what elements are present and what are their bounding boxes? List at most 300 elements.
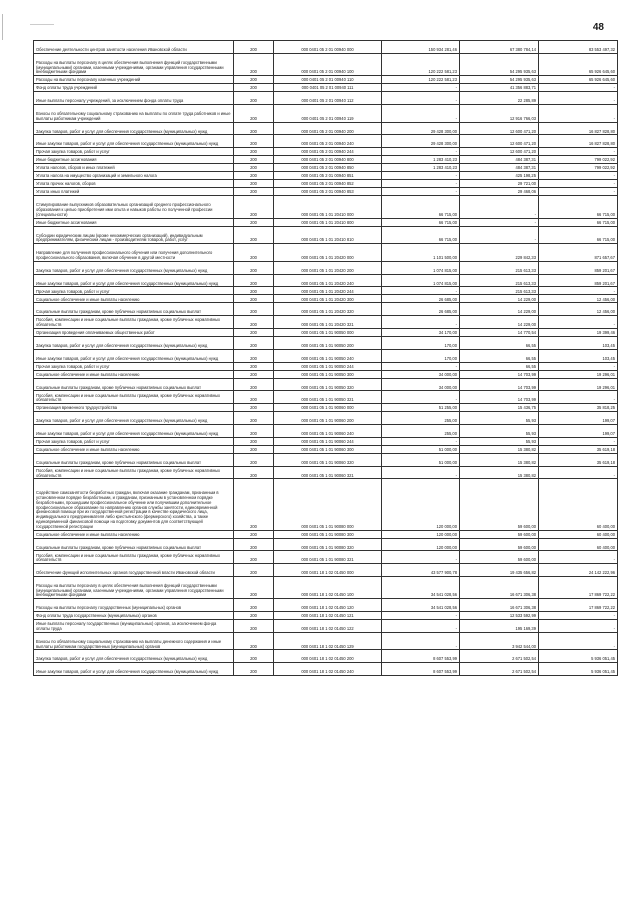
unexecuted-amount-cell: 66 715,00: [539, 196, 618, 218]
table-row: [34, 412, 618, 425]
scan-mark: [30, 24, 54, 25]
grbs-code-cell: 200: [234, 295, 274, 303]
unexecuted-amount-cell: -: [539, 92, 618, 105]
table-row: [34, 632, 618, 650]
unexecuted-amount-cell: 103,45: [539, 349, 618, 362]
budget-code-cell: 000 0401 05 1 01 90050 200: [274, 336, 382, 349]
grbs-code-cell: 200: [234, 180, 274, 188]
executed-amount-cell: 14 703,99: [460, 370, 539, 378]
executed-amount-cell: 19 435 656,82: [460, 564, 539, 577]
executed-amount-cell: 12 600 471,20: [460, 135, 539, 148]
expense-name-cell: Организация проведения оплачиваемых общественных работ: [34, 328, 234, 336]
executed-amount-cell: 12 916 766,03: [460, 104, 539, 122]
executed-amount-cell: 484 387,31: [460, 156, 539, 164]
table-row: [34, 53, 618, 75]
executed-amount-cell: 55,93: [460, 437, 539, 445]
approved-amount-cell: 1 283 410,23: [382, 164, 460, 172]
grbs-code-cell: 200: [234, 328, 274, 336]
budget-code-cell: 000 0401 05 2 01 00940 200: [274, 122, 382, 135]
expense-name-cell: Уплата иных платежей: [34, 188, 234, 196]
budget-code-cell: 000 0401 05 2 01 00940 851: [274, 172, 382, 180]
expense-name-cell: Стимулирование выпускников образовательных организаций среднего профессионального образования к целью приобретения ими опыта и навыков работы по полученной профессии (специальности): [34, 196, 234, 218]
grbs-code-cell: 200: [234, 479, 274, 530]
grbs-code-cell: 200: [234, 538, 274, 551]
expense-name-cell: Социальное обеспечение и иные выплаты населению: [34, 295, 234, 303]
budget-code-cell: 000 0401 18 1 02 01450 240: [274, 663, 382, 676]
grbs-code-cell: 200: [234, 261, 274, 274]
grbs-code-cell: 200: [234, 41, 274, 54]
expense-name-cell: Взносы по обязательному социальному страхованию на выплаты по оплате труда работников и иные выплаты работникам учреждений: [34, 104, 234, 122]
table-row: [34, 104, 618, 122]
executed-amount-cell: 59 600,00: [460, 479, 539, 530]
unexecuted-amount-cell: -: [539, 148, 618, 156]
executed-amount-cell: 215 613,33: [460, 287, 539, 295]
approved-amount-cell: 120 000,00: [382, 538, 460, 551]
approved-amount-cell: -: [382, 437, 460, 445]
grbs-code-cell: 200: [234, 424, 274, 437]
grbs-code-cell: 200: [234, 576, 274, 598]
grbs-code-cell: 200: [234, 287, 274, 295]
unexecuted-amount-cell: 19 296,01: [539, 378, 618, 391]
budget-code-cell: 000 0401 05 1 01 20410 810: [274, 226, 382, 244]
executed-amount-cell: 15 436,75: [460, 404, 539, 412]
budget-code-cell: 000 0401 05 1 01 20420 321: [274, 316, 382, 329]
table-row: [34, 41, 618, 54]
budget-code-cell: 000 0401 05 2 01 00940 853: [274, 188, 382, 196]
expense-name-cell: Пособия, компенсации и иные социальные выплаты гражданам, кроме публичных нормативных обязательств: [34, 466, 234, 479]
approved-amount-cell: 1 283 410,23: [382, 156, 460, 164]
unexecuted-amount-cell: 871 657,67: [539, 244, 618, 262]
table-row: [34, 295, 618, 303]
grbs-code-cell: 200: [234, 599, 274, 612]
budget-code-cell: 000 0401 05 1 01 90080 320: [274, 538, 382, 551]
expense-name-cell: Закупка товаров, работ и услуг для обеспечения государственных (муниципальных) нужд: [34, 650, 234, 663]
expense-name-cell: Прочая закупка товаров, работ и услуг: [34, 362, 234, 370]
executed-amount-cell: 66,55: [460, 362, 539, 370]
grbs-code-cell: 200: [234, 453, 274, 466]
unexecuted-amount-cell: 5 936 051,45: [539, 663, 618, 676]
unexecuted-amount-cell: 17 869 722,22: [539, 599, 618, 612]
grbs-code-cell: 200: [234, 632, 274, 650]
approved-amount-cell: 170,00: [382, 349, 460, 362]
executed-amount-cell: 29 468,06: [460, 188, 539, 196]
executed-amount-cell: 54 295 935,63: [460, 53, 539, 75]
grbs-code-cell: 200: [234, 530, 274, 538]
budget-code-cell: 000 0401 05 1 01 90060 320: [274, 453, 382, 466]
expense-name-cell: Пособия, компенсации и иные социальные выплаты гражданам, кроме публичных нормативных обязательств: [34, 391, 234, 404]
unexecuted-amount-cell: -: [539, 437, 618, 445]
approved-amount-cell: -: [382, 362, 460, 370]
table-row: [34, 172, 618, 180]
budget-code-cell: 000 0401 05 1 01 20410 000: [274, 196, 382, 218]
table-row: [34, 274, 618, 287]
approved-amount-cell: 26 685,00: [382, 303, 460, 316]
budget-code-cell: 000 0401 05 1 01 90060 321: [274, 466, 382, 479]
approved-amount-cell: 120 000,00: [382, 479, 460, 530]
table-row: [34, 466, 618, 479]
executed-amount-cell: 66,55: [460, 336, 539, 349]
expense-name-cell: Социальные выплаты гражданам, кроме публичных нормативных социальных выплат: [34, 303, 234, 316]
unexecuted-amount-cell: -: [539, 620, 618, 633]
budget-code-cell: 000 0401 05 1 01 90060 200: [274, 412, 382, 425]
expense-name-cell: Иные закупки товаров, работ и услуг для обеспечения государственных (муниципальных) нужд: [34, 274, 234, 287]
budget-code-cell: 000 0401 18 1 02 01450 100: [274, 576, 382, 598]
grbs-code-cell: 200: [234, 92, 274, 105]
expense-name-cell: Взносы по обязательному социальному страхованию на выплаты денежного содержания и иные выплаты работникам государственных (муниципальных) органов: [34, 632, 234, 650]
budget-code-cell: 000 0401 18 1 02 01450 129: [274, 632, 382, 650]
executed-amount-cell: 55,93: [460, 424, 539, 437]
budget-code-cell: 000 0401 05 2 01 00940 240: [274, 135, 382, 148]
expense-name-cell: Иные закупки товаров, работ и услуг для обеспечения государственных (муниципальных) нужд: [34, 349, 234, 362]
unexecuted-amount-cell: 17 869 722,22: [539, 576, 618, 598]
budget-code-cell: 000 0401 05 1 01 20410 800: [274, 218, 382, 226]
approved-amount-cell: 51 255,00: [382, 404, 460, 412]
approved-amount-cell: -: [382, 180, 460, 188]
approved-amount-cell: 1 101 500,00: [382, 244, 460, 262]
grbs-code-cell: 200: [234, 104, 274, 122]
expense-name-cell: Расходы на выплаты персоналу в целях обеспечения выполнения функций государственными (муниципальными) органами, казенными учреждениями, органами управления государственными внебюджетными фондами: [34, 53, 234, 75]
budget-code-cell: 000 0401 05 1 01 90060 300: [274, 445, 382, 453]
executed-amount-cell: 55,93: [460, 412, 539, 425]
grbs-code-cell: 200: [234, 437, 274, 445]
table-row: [34, 370, 618, 378]
table-row: [34, 576, 618, 598]
unexecuted-amount-cell: 65 926 645,60: [539, 76, 618, 84]
approved-amount-cell: -: [382, 466, 460, 479]
unexecuted-amount-cell: 60 400,00: [539, 530, 618, 538]
budget-code-cell: 000 0401 05 1 01 20420 320: [274, 303, 382, 316]
grbs-code-cell: 200: [234, 370, 274, 378]
unexecuted-amount-cell: -: [539, 316, 618, 329]
table-row: [34, 599, 618, 612]
unexecuted-amount-cell: 66 715,00: [539, 218, 618, 226]
approved-amount-cell: 120 000,00: [382, 530, 460, 538]
executed-amount-cell: 2 671 502,54: [460, 650, 539, 663]
grbs-code-cell: 200: [234, 218, 274, 226]
executed-amount-cell: 29 721,00: [460, 180, 539, 188]
executed-amount-cell: 22 285,89: [460, 92, 539, 105]
executed-amount-cell: 14 229,00: [460, 295, 539, 303]
approved-amount-cell: 170,00: [382, 336, 460, 349]
executed-amount-cell: 2 671 502,54: [460, 663, 539, 676]
unexecuted-amount-cell: 12 456,00: [539, 303, 618, 316]
executed-amount-cell: 425 198,25: [460, 172, 539, 180]
table-row: [34, 391, 618, 404]
executed-amount-cell: 67 380 784,14: [460, 41, 539, 54]
executed-amount-cell: 14 703,99: [460, 378, 539, 391]
grbs-code-cell: 200: [234, 362, 274, 370]
grbs-code-cell: 200: [234, 76, 274, 84]
budget-code-cell: 000 0401 05 2 01 00940 112: [274, 92, 382, 105]
budget-code-cell: 000 0401 05 1 01 90060 240: [274, 424, 382, 437]
grbs-code-cell: 200: [234, 135, 274, 148]
unexecuted-amount-cell: 199,07: [539, 412, 618, 425]
expense-name-cell: Закупка товаров, работ и услуг для обеспечения государственных (муниципальных) нужд: [34, 336, 234, 349]
grbs-code-cell: 200: [234, 445, 274, 453]
unexecuted-amount-cell: 65 926 645,60: [539, 53, 618, 75]
unexecuted-amount-cell: 83 553 497,32: [539, 41, 618, 54]
budget-code-cell: 000 0401 05 1 01 90050 320: [274, 378, 382, 391]
unexecuted-amount-cell: -: [539, 632, 618, 650]
unexecuted-amount-cell: 859 201,67: [539, 274, 618, 287]
expense-name-cell: Социальное обеспечение и иные выплаты населению: [34, 370, 234, 378]
expense-name-cell: Иные закупки товаров, работ и услуг для обеспечения государственных (муниципальных) нужд: [34, 663, 234, 676]
grbs-code-cell: 200: [234, 404, 274, 412]
unexecuted-amount-cell: -: [539, 180, 618, 188]
budget-code-cell: 000 0401 05 1 01 20420 240: [274, 274, 382, 287]
executed-amount-cell: 59 600,00: [460, 530, 539, 538]
expense-name-cell: Социальные выплаты гражданам, кроме публичных нормативных социальных выплат: [34, 453, 234, 466]
table-row: [34, 663, 618, 676]
table-row: [34, 316, 618, 329]
executed-amount-cell: 484 387,31: [460, 164, 539, 172]
approved-amount-cell: -: [382, 287, 460, 295]
grbs-code-cell: 200: [234, 663, 274, 676]
table-row: [34, 303, 618, 316]
expense-name-cell: Прочая закупка товаров, работ и услуг: [34, 287, 234, 295]
table-row: [34, 135, 618, 148]
unexecuted-amount-cell: -: [539, 391, 618, 404]
budget-code-cell: 000 0401 18 1 02 01450 000: [274, 564, 382, 577]
approved-amount-cell: 1 074 815,00: [382, 261, 460, 274]
table-row: [34, 538, 618, 551]
budget-code-cell: 000 0401 05 2 01 00940 852: [274, 180, 382, 188]
unexecuted-amount-cell: -: [539, 362, 618, 370]
unexecuted-amount-cell: 199,07: [539, 424, 618, 437]
expense-name-cell: Пособия, компенсации и иные социальные выплаты гражданам, кроме публичных нормативных обязательств: [34, 551, 234, 564]
unexecuted-amount-cell: -: [539, 466, 618, 479]
table-row: [34, 84, 618, 92]
executed-amount-cell: 14 770,54: [460, 328, 539, 336]
unexecuted-amount-cell: 60 400,00: [539, 538, 618, 551]
budget-code-cell: 000 0401 05 1 01 90050 321: [274, 391, 382, 404]
expense-name-cell: Уплата прочих налогов, сборов: [34, 180, 234, 188]
executed-amount-cell: 15 380,82: [460, 453, 539, 466]
grbs-code-cell: 200: [234, 148, 274, 156]
expense-name-cell: Прочая закупка товаров, работ и услуг: [34, 148, 234, 156]
table-row: [34, 404, 618, 412]
grbs-code-cell: 200: [234, 156, 274, 164]
grbs-code-cell: 200: [234, 188, 274, 196]
unexecuted-amount-cell: -: [539, 612, 618, 620]
grbs-code-cell: 200: [234, 336, 274, 349]
expense-name-cell: Содействие самозанятости безработных граждан, включая оказание гражданам, признанным в установленном порядке безработными, и гражданам, признанным в установленном порядке безработными, прошедшим профессиональное обучение или получившим дополнительное профессиональное образование по направлению органов службы занятости, единовременной финансовой помощи при их государственной регистрации в качестве юридического лица, индивидуального предпринимателя либо крестьянского (фермерского) хозяйства, а также единовременной финансовой помощи на подготовку документов для соответствующей государственной регистрации: [34, 479, 234, 530]
unexecuted-amount-cell: -: [539, 84, 618, 92]
approved-amount-cell: 66 715,00: [382, 196, 460, 218]
approved-amount-cell: 120 222 581,23: [382, 76, 460, 84]
approved-amount-cell: 120 222 581,23: [382, 53, 460, 75]
budget-code-cell: 000 0401 05 1 01 90080 000: [274, 479, 382, 530]
grbs-code-cell: 200: [234, 551, 274, 564]
unexecuted-amount-cell: 35 619,18: [539, 453, 618, 466]
expense-name-cell: Фонд оплаты труда учреждений: [34, 84, 234, 92]
grbs-code-cell: 200: [234, 122, 274, 135]
executed-amount-cell: 14 229,00: [460, 316, 539, 329]
approved-amount-cell: 29 428 300,00: [382, 122, 460, 135]
grbs-code-cell: 200: [234, 303, 274, 316]
table-row: [34, 244, 618, 262]
table-row: [34, 445, 618, 453]
table-row: [34, 164, 618, 172]
unexecuted-amount-cell: -: [539, 104, 618, 122]
unexecuted-amount-cell: 859 201,67: [539, 261, 618, 274]
table-row: [34, 92, 618, 105]
executed-amount-cell: 195 169,39: [460, 620, 539, 633]
table-row: [34, 261, 618, 274]
expense-name-cell: Иные бюджетные ассигнования: [34, 218, 234, 226]
table-row: [34, 612, 618, 620]
expense-name-cell: Направление для получения профессионального обучения или получения дополнительного профессионального образования, включая обучение в другой местности: [34, 244, 234, 262]
executed-amount-cell: 12 600 471,20: [460, 122, 539, 135]
approved-amount-cell: 34 170,00: [382, 328, 460, 336]
expense-name-cell: Субсидии юридическим лицам (кроме некоммерческих организаций), индивидуальным предпринимателям, физическим лицам - производителям товаров, работ, услуг: [34, 226, 234, 244]
table-row: [34, 156, 618, 164]
expense-name-cell: Фонд оплаты труда государственных (муниципальных) органов: [34, 612, 234, 620]
budget-code-cell: 000 0401 18 1 02 01450 120: [274, 599, 382, 612]
approved-amount-cell: 255,00: [382, 412, 460, 425]
budget-code-cell: 000 0401 05 2 01 00940 850: [274, 164, 382, 172]
grbs-code-cell: 200: [234, 564, 274, 577]
grbs-code-cell: 200: [234, 349, 274, 362]
executed-amount-cell: 66,55: [460, 349, 539, 362]
approved-amount-cell: -: [382, 316, 460, 329]
approved-amount-cell: 1 074 815,00: [382, 274, 460, 287]
table-row: [34, 650, 618, 663]
table-row: [34, 424, 618, 437]
unexecuted-amount-cell: 35 818,25: [539, 404, 618, 412]
expense-name-cell: Иные закупки товаров, работ и услуг для обеспечения государственных (муниципальных) нужд: [34, 135, 234, 148]
executed-amount-cell: 59 600,00: [460, 551, 539, 564]
expense-name-cell: Обеспечение функций исполнительных органов государственной власти Ивановской области: [34, 564, 234, 577]
table-row: [34, 437, 618, 445]
approved-amount-cell: 66 715,00: [382, 218, 460, 226]
table-row: [34, 349, 618, 362]
expense-name-cell: Расходы на выплаты персоналу в целях обеспечения выполнения функций государственными (муниципальными) органами, казенными учреждениями, органами управления государственными внебюджетными фондами: [34, 576, 234, 598]
budget-code-cell: 000 0401 05 2 01 00940 119: [274, 104, 382, 122]
approved-amount-cell: -: [382, 188, 460, 196]
unexecuted-amount-cell: 103,45: [539, 336, 618, 349]
budget-code-cell: 000 0401 05 2 01 00940 000: [274, 41, 382, 54]
table-row: [34, 226, 618, 244]
expense-name-cell: Социальные выплаты гражданам, кроме публичных нормативных социальных выплат: [34, 378, 234, 391]
table-row: [34, 362, 618, 370]
budget-code-cell: 000 0401 05 2 01 00940 110: [274, 76, 382, 84]
executed-amount-cell: 3 942 544,00: [460, 632, 539, 650]
table-row: [34, 551, 618, 564]
approved-amount-cell: 26 685,00: [382, 295, 460, 303]
budget-code-cell: 000 0401 05 1 01 90060 244: [274, 437, 382, 445]
grbs-code-cell: 200: [234, 466, 274, 479]
grbs-code-cell: 200: [234, 650, 274, 663]
budget-code-cell: 000 0401 05 1 01 90080 300: [274, 530, 382, 538]
approved-amount-cell: 34 541 028,56: [382, 576, 460, 598]
approved-amount-cell: -: [382, 612, 460, 620]
table-row: [34, 479, 618, 530]
executed-amount-cell: 12 600 471,20: [460, 148, 539, 156]
unexecuted-amount-cell: 16 827 828,80: [539, 122, 618, 135]
unexecuted-amount-cell: 24 142 222,96: [539, 564, 618, 577]
grbs-code-cell: 200: [234, 274, 274, 287]
approved-amount-cell: 66 715,00: [382, 226, 460, 244]
approved-amount-cell: -: [382, 632, 460, 650]
grbs-code-cell: 200: [234, 196, 274, 218]
approved-amount-cell: 51 000,00: [382, 445, 460, 453]
approved-amount-cell: 150 934 281,46: [382, 41, 460, 54]
budget-table: [33, 40, 618, 676]
executed-amount-cell: 215 613,33: [460, 261, 539, 274]
table-row: [34, 122, 618, 135]
expense-name-cell: Уплата налогов, сборов и иных платежей: [34, 164, 234, 172]
table-row: [34, 328, 618, 336]
unexecuted-amount-cell: 799 022,92: [539, 164, 618, 172]
table-row: [34, 180, 618, 188]
table-row: [34, 76, 618, 84]
budget-code-cell: 000 0401 05 2 01 00940 800: [274, 156, 382, 164]
expense-name-cell: Прочая закупка товаров, работ и услуг: [34, 437, 234, 445]
approved-amount-cell: -: [382, 391, 460, 404]
executed-amount-cell: 54 295 935,63: [460, 76, 539, 84]
unexecuted-amount-cell: 16 827 828,80: [539, 135, 618, 148]
approved-amount-cell: -: [382, 620, 460, 633]
expense-name-cell: Уплата налога на имущество организаций и земельного налога: [34, 172, 234, 180]
unexecuted-amount-cell: 19 296,01: [539, 370, 618, 378]
table-row: [34, 620, 618, 633]
budget-code-cell: 000 0401 05 2 01 00940 100: [274, 53, 382, 75]
unexecuted-amount-cell: 12 456,00: [539, 295, 618, 303]
budget-code-cell: 000 0401 05 1 01 20420 244: [274, 287, 382, 295]
table-row: [34, 218, 618, 226]
executed-amount-cell: 16 671 306,38: [460, 599, 539, 612]
expense-name-cell: Расходы на выплаты персоналу государственных (муниципальных) органов: [34, 599, 234, 612]
approved-amount-cell: 255,00: [382, 424, 460, 437]
unexecuted-amount-cell: -: [539, 172, 618, 180]
grbs-code-cell: 200: [234, 412, 274, 425]
expense-name-cell: Закупка товаров, работ и услуг для обеспечения государственных (муниципальных) нужд: [34, 412, 234, 425]
grbs-code-cell: 200: [234, 84, 274, 92]
executed-amount-cell: 41 356 883,71: [460, 84, 539, 92]
budget-code-cell: 000 0401 05 1 01 90050 244: [274, 362, 382, 370]
unexecuted-amount-cell: -: [539, 551, 618, 564]
table-row: [34, 530, 618, 538]
unexecuted-amount-cell: -: [539, 188, 618, 196]
executed-amount-cell: 16 671 306,38: [460, 576, 539, 598]
grbs-code-cell: 200: [234, 53, 274, 75]
approved-amount-cell: 34 541 028,56: [382, 599, 460, 612]
executed-amount-cell: 15 380,82: [460, 445, 539, 453]
page-number: 48: [592, 22, 604, 33]
unexecuted-amount-cell: -: [539, 287, 618, 295]
grbs-code-cell: 200: [234, 226, 274, 244]
budget-code-cell: 000 0401 05 2 01 00940 111: [274, 84, 382, 92]
executed-amount-cell: 229 842,33: [460, 244, 539, 262]
budget-code-cell: 000 0401 05 1 01 20420 200: [274, 261, 382, 274]
budget-table-body: [34, 41, 618, 676]
grbs-code-cell: 200: [234, 391, 274, 404]
scan-mark: [2, 14, 3, 40]
expense-name-cell: Социальные выплаты гражданам, кроме публичных нормативных социальных выплат: [34, 538, 234, 551]
grbs-code-cell: 200: [234, 378, 274, 391]
table-row: [34, 564, 618, 577]
approved-amount-cell: 43 577 900,78: [382, 564, 460, 577]
executed-amount-cell: 14 229,00: [460, 303, 539, 316]
expense-name-cell: Социальное обеспечение и иные выплаты населению: [34, 530, 234, 538]
budget-code-cell: 000 0401 18 1 02 01450 121: [274, 612, 382, 620]
expense-name-cell: Закупка товаров, работ и услуг для обеспечения государственных (муниципальных) нужд: [34, 261, 234, 274]
budget-code-cell: 000 0401 18 1 02 01450 200: [274, 650, 382, 663]
unexecuted-amount-cell: 5 936 051,45: [539, 650, 618, 663]
unexecuted-amount-cell: 60 400,00: [539, 479, 618, 530]
budget-code-cell: 000 0401 05 1 01 90050 000: [274, 328, 382, 336]
